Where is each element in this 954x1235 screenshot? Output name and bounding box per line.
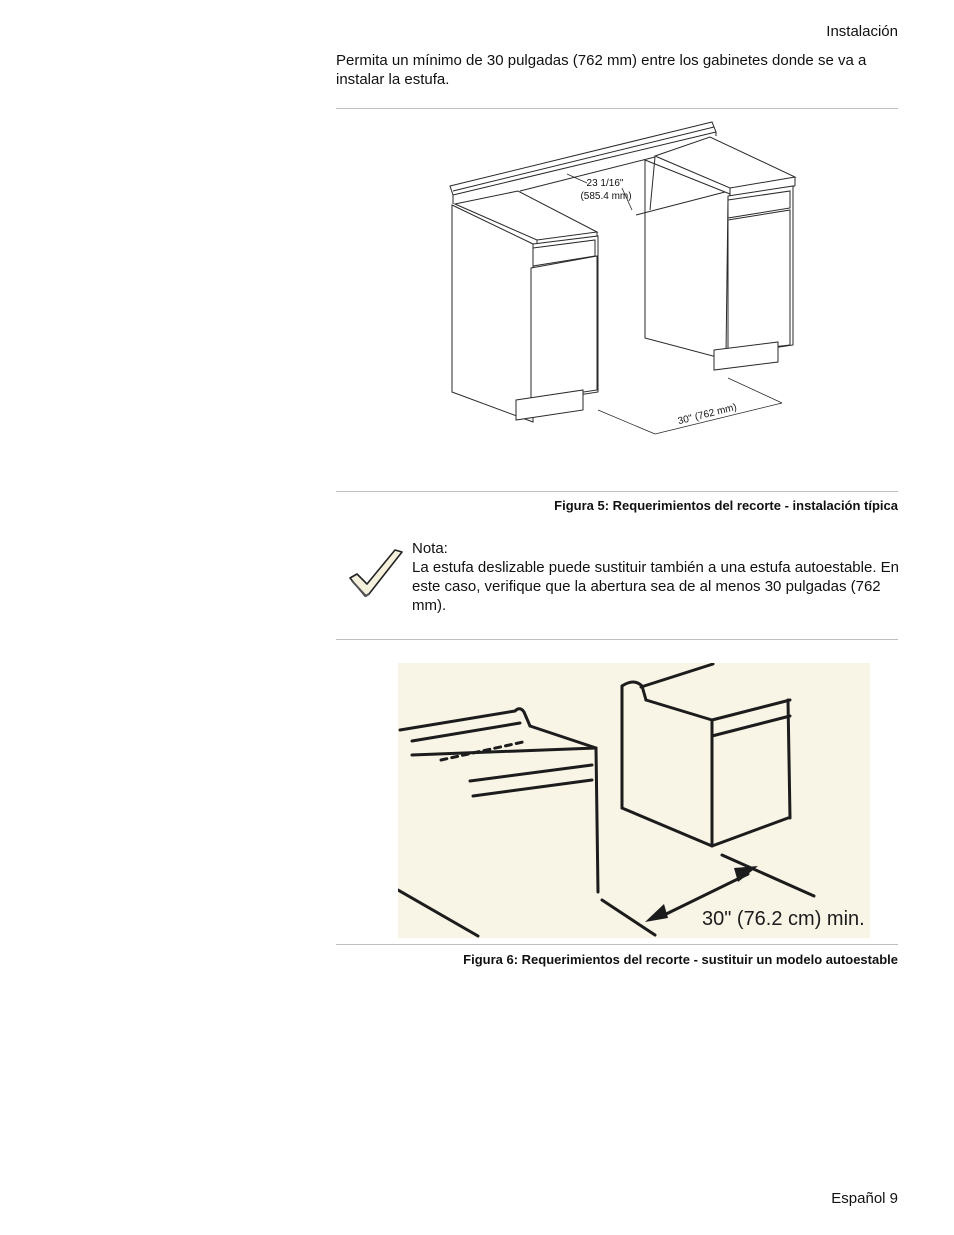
intro-paragraph: Permita un mínimo de 30 pulgadas (762 mm) entre los gabinetes donde se va a instalar la estufa.: [336, 52, 867, 88]
width-dimension-label: 30" (762 mm): [676, 401, 738, 428]
divider: [336, 639, 898, 640]
divider: [336, 108, 898, 109]
figure-6-panel: [398, 663, 870, 938]
note-block: [412, 539, 902, 615]
dimension-label: 30" (76.2 cm) min.: [702, 908, 865, 930]
page-section-title: Instalación: [826, 23, 898, 40]
figure-6-caption: Figura 6: Requerimientos del recorte - sustituir un modelo autoestable: [463, 952, 898, 967]
page-number: Español 9: [831, 1190, 898, 1207]
figure-6-appliance-drawing: [398, 663, 870, 938]
figure-5-cabinets-drawing: [440, 112, 810, 448]
depth-dimension-label-line2: (585.4 mm): [580, 191, 632, 202]
figure-5-caption: Figura 5: Requerimientos del recorte - instalación típica: [554, 498, 898, 513]
checkmark-icon: [347, 546, 405, 598]
divider: [336, 491, 898, 492]
depth-dimension-label-line1: 23 1/16": [586, 178, 624, 189]
note-title: Nota:: [412, 540, 448, 557]
divider: [336, 944, 898, 945]
note-text: La estufa deslizable puede sustituir también a una estufa autoestable. En este caso, verifique que la abertura sea de al menos 30 pulgadas (762 mm).: [412, 559, 899, 614]
